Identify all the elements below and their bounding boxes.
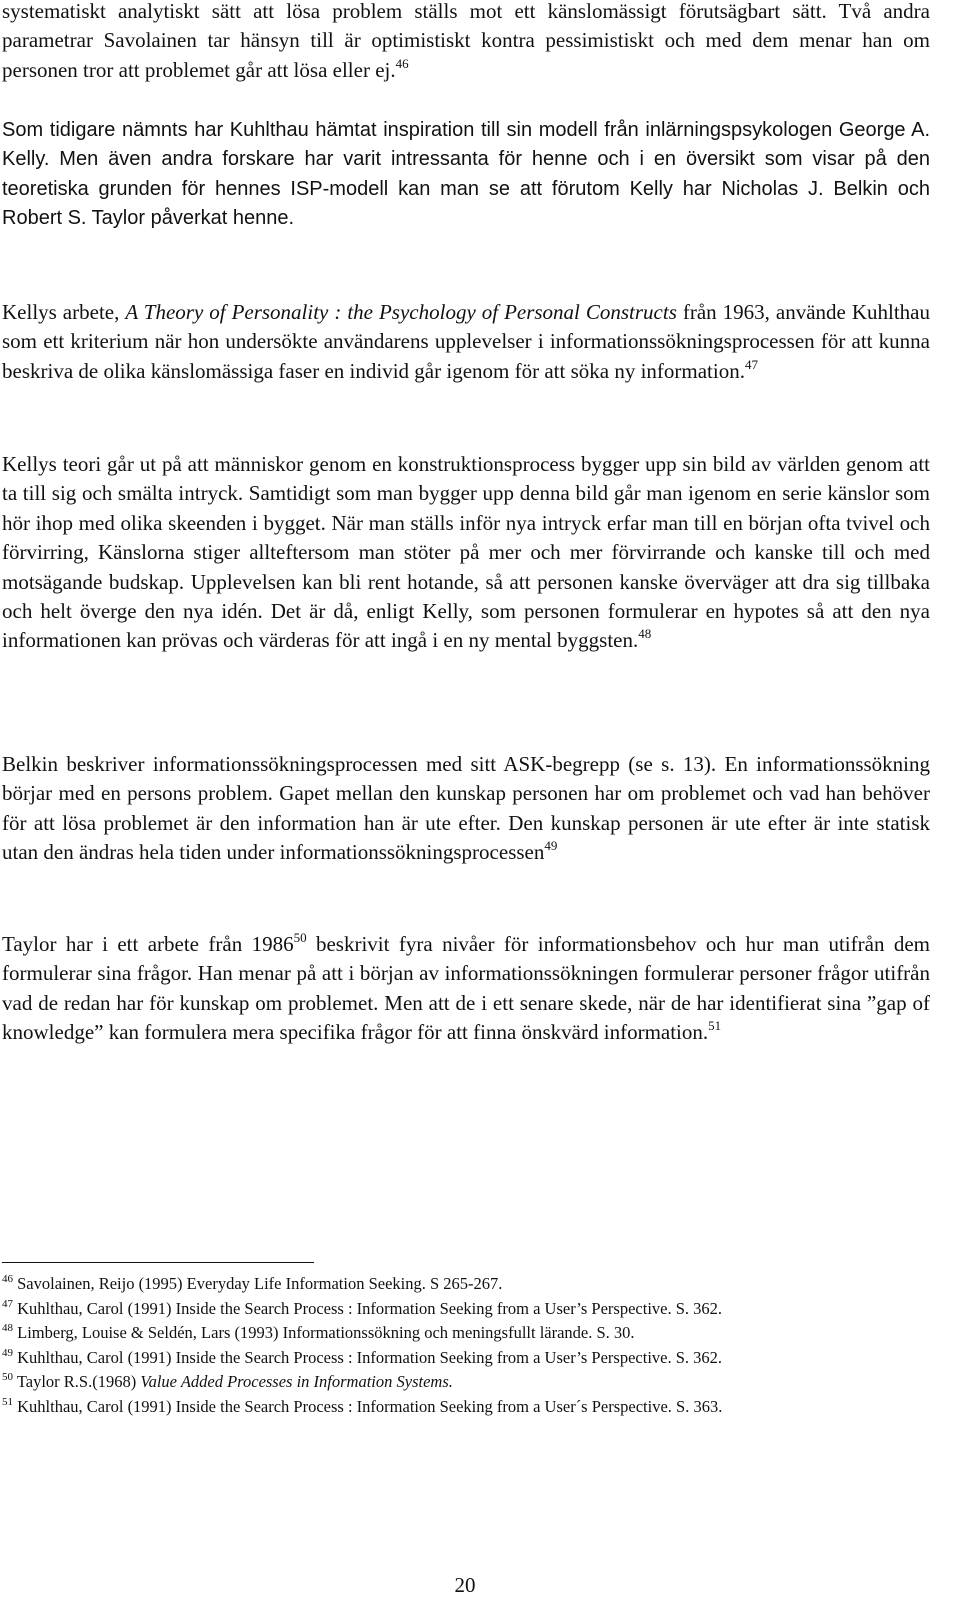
text-run: Kuhlthau, Carol (1991) Inside the Search Process : Information Seeking from a User´s Perspective. S. 363. — [17, 1396, 723, 1416]
footnote-number: 49 — [2, 1346, 13, 1359]
text-run: Taylor har i ett arbete från 1986 — [2, 932, 294, 956]
footnote-reference: 50 — [293, 930, 307, 945]
text-run: Men även andra forskare har varit intressanta för henne och i en översikt som visar på den teoretiska grunden för hennes ISP-modell kan man se att förutom Kelly har Nicholas J. Belkin och Robert S. Taylor påverkat henne. — [2, 148, 930, 230]
footnote-50 — [2, 1370, 930, 1395]
text-run: Kuhlthau, Carol (1991) Inside the Search Process : Information Seeking from a User’s Perspective. S. 362. — [17, 1347, 723, 1367]
paragraph-kelly-theory — [2, 450, 930, 656]
paragraph-belkin — [2, 750, 930, 868]
footnote-47 — [2, 1297, 930, 1322]
footnote-number: 51 — [2, 1395, 13, 1408]
footnote-reference: 49 — [544, 838, 558, 854]
footnote-reference: 51 — [708, 1018, 722, 1034]
footnote-number: 48 — [2, 1322, 13, 1335]
page-number: 20 — [454, 1573, 476, 1597]
footnote-separator — [2, 1262, 314, 1263]
text-run: beskrivit fyra nivåer för informationsbehov och hur man utifrån dem formulerar sina frågor. Han menar på att i början av informationssökningen formulerar personer frågor utifrån vad de redan har för kunskap om problemet. Men att de i ett senare skede, när de har identifierat sina ”gap of knowledge” kan formulera mera specifika frågor för att finna önskvärd information. — [2, 932, 930, 1045]
paragraph-taylor — [2, 930, 930, 1048]
footnote-reference: 48 — [638, 626, 652, 642]
text-run: systematiskt analytiskt sätt att lösa problem ställs mot ett känslomässigt förutsägbart sätt. Två andra parametrar Savolainen tar hänsyn till är optimistiskt kontra pessimistiskt och med dem menar han om personen tror att problemet går att lösa eller ej. — [2, 0, 930, 82]
text-run: Kellys teori går ut på att människor genom en konstruktionsprocess bygger upp sin bild av världen genom att ta till sig och smälta intryck. Samtidigt som man bygger upp denna bild går man igenom en serie känslor som hör ihop med olika skeenden i bygget. När man ställs inför nya intryck erfar man till en början ofta tvivel och förvirring, Känslorna stiger allteftersom man stöter på mer och mer förvirrande och kanske till och med motsägande budskap. Upplevelsen kan bli rent hotande, så att personen kanske överväger att dra sig tillbaka och helt överge den nya idén. Det är då, enligt Kelly, som personen formulerar en hypotes så att den nya informationen kan prövas och värderas för att ingå i en ny mental byggsten. — [2, 452, 930, 653]
footnotes — [2, 1272, 930, 1420]
text-run: Savolainen, Reijo (1995) Everyday Life Information Seeking. S 265-267. — [17, 1274, 503, 1293]
text-run: Belkin beskriver informationssökningsprocessen med sitt ASK-begrepp (se s. 13). En informationssökning börjar med en persons problem. Gapet mellan den kunskap personen har om problemet och vad han behöver för att lösa problemet är den information han är ute efter. Den kunskap personen är ute efter är inte statisk utan den ändras hela tiden under informationssökningsprocessen — [2, 752, 930, 865]
text-run: Kellys arbete, — [2, 300, 126, 324]
paragraph-kuhlthau-inspiration — [2, 116, 930, 234]
footnote-51 — [2, 1395, 930, 1420]
footnote-number: 50 — [2, 1371, 13, 1384]
footnote-reference: 46 — [395, 55, 409, 71]
footnote-reference: 47 — [744, 356, 758, 372]
footnote-49 — [2, 1346, 930, 1371]
footnote-number: 46 — [2, 1273, 13, 1285]
paragraph-kelly-work — [2, 298, 930, 386]
text-run: Kuhlthau, Carol (1991) Inside the Search Process : Information Seeking from a User’s Perspective. S. 362. — [17, 1298, 723, 1318]
footnote-number: 47 — [2, 1297, 13, 1310]
italic-text: Value Added Processes in Information Systems. — [140, 1372, 453, 1392]
paragraph-savolainen — [2, 0, 930, 85]
italic-text: A Theory of Personality : the Psychology of Personal Constructs — [125, 300, 677, 324]
text-run: Taylor R.S.(1968) — [16, 1372, 141, 1392]
footnote-46 — [2, 1272, 930, 1297]
text-run: Limberg, Louise & Seldén, Lars (1993) Informationssökning och meningsfullt lärande. S. 30. — [17, 1323, 635, 1343]
text-run: från 1963, använde Kuhlthau som ett kriterium när hon undersökte användarens upplevelser i informationssökningsprocessen för att kunna beskriva de olika känslomässiga faser en individ går igenom för att söka ny information. — [2, 300, 930, 383]
text-run: Som tidigare nämnts har Kuhlthau hämtat inspiration till sin modell från inlärningspsykologen George A. Kelly. — [2, 119, 930, 171]
footnote-48 — [2, 1321, 930, 1346]
